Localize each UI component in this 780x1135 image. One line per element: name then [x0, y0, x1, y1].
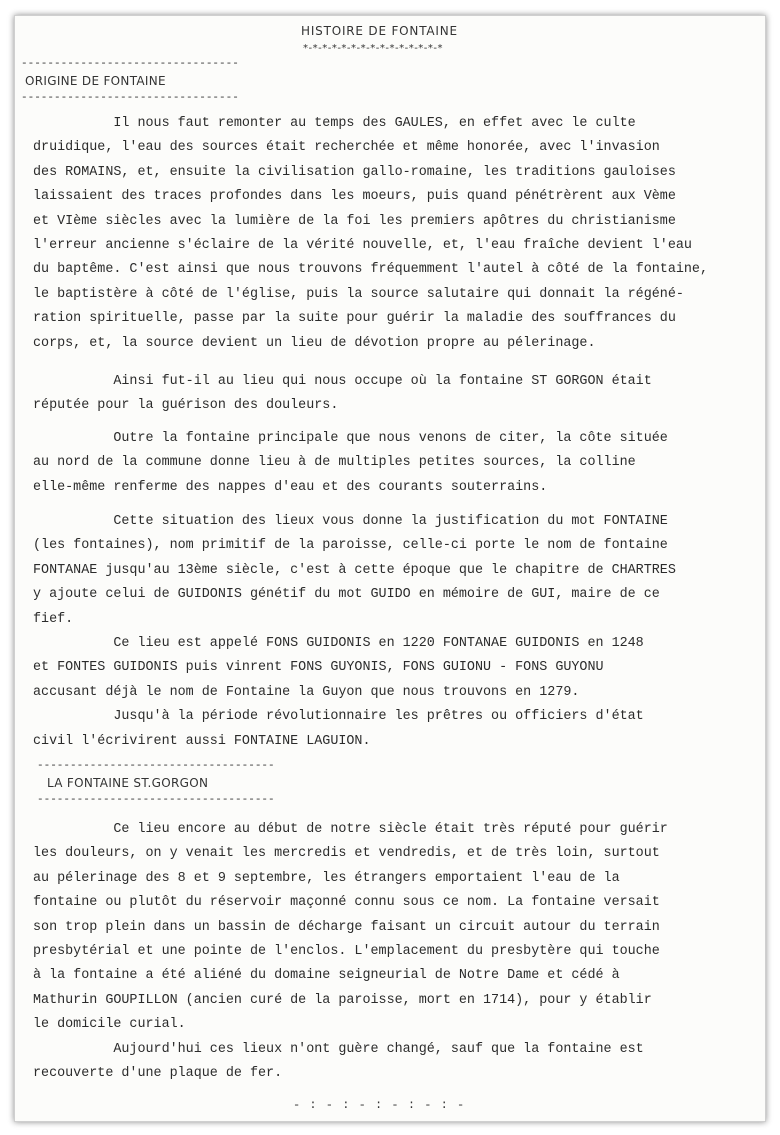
- document-title: HISTOIRE DE FONTAINE: [301, 24, 458, 38]
- text-line: à la fontaine a été aliéné du domaine seigneurial de Notre Dame et cédé à: [33, 968, 620, 984]
- section1-rule-top: ---------------------------------: [21, 58, 239, 70]
- text-line: au nord de la commune donne lieu à de multiples petites sources, la colline: [33, 455, 636, 471]
- text-line: et FONTES GUIDONIS puis vinrent FONS GUYONIS, FONS GUIONU - FONS GUYONU: [33, 660, 604, 676]
- text-line: Aujourd'hui ces lieux n'ont guère changé, sauf que la fontaine est: [33, 1041, 644, 1057]
- text-line: le baptistère à côté de l'église, puis la source salutaire qui donnait la régéné-: [33, 286, 684, 302]
- text-line: Cette situation des lieux vous donne la justification du mot FONTAINE: [33, 514, 668, 529]
- text-line: Ce lieu encore au début de notre siècle était très réputé pour guérir: [33, 822, 668, 837]
- section1-rule-bottom: ---------------------------------: [21, 92, 239, 104]
- end-ornament: - : - : - : - : - : -: [293, 1098, 466, 1112]
- text-line: Outre la fontaine principale que nous venons de citer, la côte située: [33, 431, 668, 446]
- section2-heading: LA FONTAINE ST.GORGON: [47, 776, 209, 790]
- paragraph-origine-3: [33, 427, 753, 500]
- text-line: son trop plein dans un bassin de décharge faisant un circuit autour du terrain: [33, 919, 660, 935]
- text-line: Jusqu'à la période révolutionnaire les prêtres ou officiers d'état: [33, 709, 644, 725]
- text-line: l'erreur ancienne s'éclaire de la vérité nouvelle, et, l'eau fraîche devient l'eau: [33, 237, 692, 253]
- text-line: laissaient des traces profondes dans les moeurs, puis quand pénétrèrent aux Vème: [33, 189, 676, 205]
- text-line: corps, et, la source devient un lieu de dévotion propre au pélerinage.: [33, 335, 596, 351]
- text-line: des ROMAINS, et, ensuite la civilisation gallo-romaine, les traditions gauloises: [33, 164, 676, 180]
- text-line: le domicile curial.: [33, 1017, 186, 1033]
- text-line: ration spirituelle, passe par la suite pour guérir la maladie des souffrances du: [33, 311, 676, 327]
- section2-rule-bottom: ------------------------------------: [37, 794, 275, 806]
- section1-heading: ORIGINE DE FONTAINE: [25, 74, 166, 88]
- paragraph-gorgon-1: [33, 818, 753, 1086]
- paragraph-origine-2: [33, 370, 753, 419]
- text-line: fief.: [33, 611, 74, 627]
- document-page: [14, 15, 766, 1122]
- text-line: presbytérial et une pointe de l'enclos. L'emplacement du presbytère qui touche: [33, 943, 660, 959]
- text-line: au pélerinage des 8 et 9 septembre, les étrangers emportaient l'eau de la: [33, 870, 620, 886]
- text-line: recouverte d'une plaque de fer.: [33, 1065, 283, 1081]
- section2-rule-top: ------------------------------------: [37, 760, 275, 772]
- text-line: et VIème siècles avec la lumière de la foi les premiers apôtres du christianisme: [33, 213, 676, 229]
- text-line: y ajoute celui de GUIDONIS génétif du mot GUIDO en mémoire de GUI, maire de ce: [33, 587, 660, 603]
- text-line: réputée pour la guérison des douleurs.: [33, 398, 339, 414]
- text-line: civil l'écrivirent aussi FONTAINE LAGUION.: [33, 733, 371, 749]
- text-line: Ainsi fut-il au lieu qui nous occupe où la fontaine ST GORGON était: [33, 374, 652, 389]
- title-decoration: *-*-*-*-*-*-*-*-*-*-*-*-*-*-*: [303, 43, 444, 54]
- paragraph-origine-4: [33, 510, 753, 754]
- text-line: (les fontaines), nom primitif de la paroisse, celle-ci porte le nom de fontaine: [33, 538, 668, 554]
- text-line: les douleurs, on y venait les mercredis et vendredis, et de très loin, surtout: [33, 846, 660, 862]
- text-line: du baptême. C'est ainsi que nous trouvons fréquemment l'autel à côté de la fontaine,: [33, 262, 708, 278]
- text-line: fontaine ou plutôt du réservoir maçonné connu sous ce nom. La fontaine versait: [33, 895, 660, 911]
- text-line: FONTANAE jusqu'au 13ème siècle, c'est à cette époque que le chapitre de CHARTRES: [33, 562, 676, 578]
- text-line: accusant déjà le nom de Fontaine la Guyon que nous trouvons en 1279.: [33, 684, 580, 700]
- text-line: Ce lieu est appelé FONS GUIDONIS en 1220 FONTANAE GUIDONIS en 1248: [33, 635, 644, 651]
- paragraph-origine-1: [33, 112, 753, 356]
- text-line: elle-même renferme des nappes d'eau et des courants souterrains.: [33, 479, 548, 495]
- text-line: Mathurin GOUPILLON (ancien curé de la paroisse, mort en 1714), pour y établir: [33, 992, 652, 1008]
- text-line: druidique, l'eau des sources était recherchée et même honorée, avec l'invasion: [33, 140, 660, 156]
- text-line: Il nous faut remonter au temps des GAULES, en effet avec le culte: [33, 116, 636, 131]
